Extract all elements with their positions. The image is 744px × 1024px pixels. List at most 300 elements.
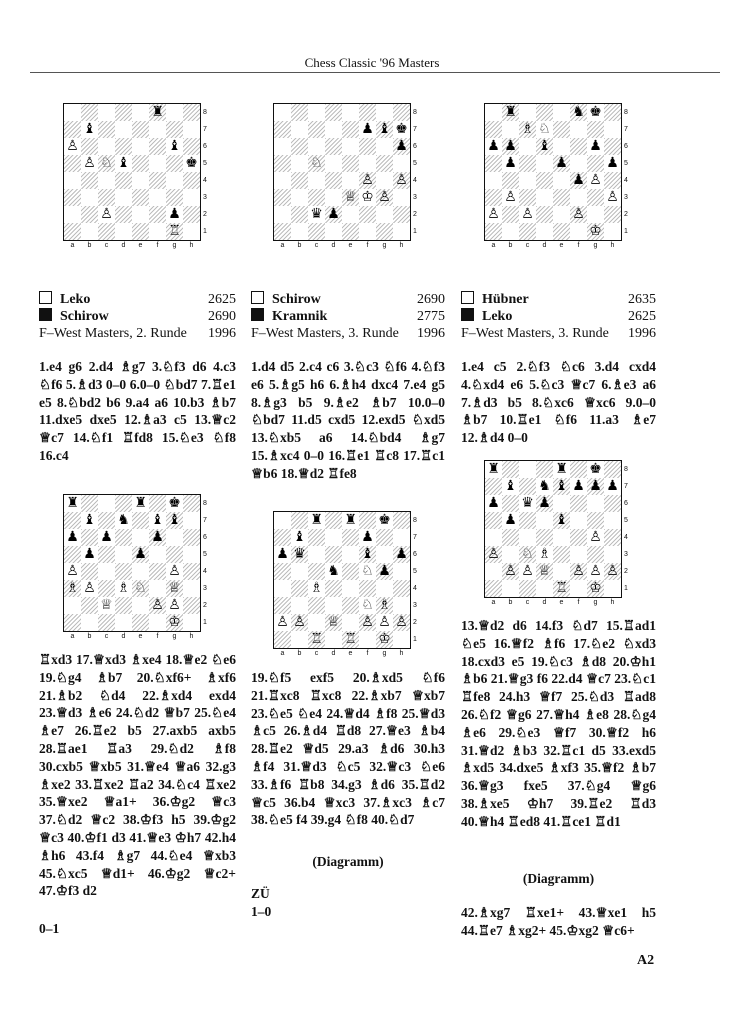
board-square bbox=[132, 138, 149, 155]
rank-label: 4 bbox=[624, 534, 628, 541]
board-square bbox=[604, 121, 621, 138]
board-square bbox=[149, 206, 166, 223]
board-square bbox=[149, 580, 166, 597]
board-square bbox=[604, 461, 621, 478]
board-square bbox=[604, 495, 621, 512]
board-square bbox=[587, 121, 604, 138]
rank-label: 3 bbox=[624, 551, 628, 558]
board-square bbox=[149, 189, 166, 206]
chess-piece-icon: ♚ bbox=[589, 104, 602, 120]
chess-piece-icon: ♙ bbox=[100, 206, 113, 222]
board-square bbox=[149, 121, 166, 138]
board-square bbox=[485, 563, 502, 580]
chess-piece-icon: ♖ bbox=[168, 223, 181, 239]
rank-label: 1 bbox=[413, 228, 417, 235]
board-square bbox=[342, 529, 359, 546]
file-label: g bbox=[172, 633, 177, 640]
board-square bbox=[485, 478, 502, 495]
chess-piece-icon: ♙ bbox=[606, 189, 619, 205]
board-square bbox=[291, 155, 308, 172]
board-square bbox=[308, 563, 325, 580]
white-marker-icon bbox=[251, 291, 264, 304]
diagram-caption: (Diagramm) bbox=[312, 854, 384, 869]
board-square bbox=[485, 172, 502, 189]
board-square bbox=[376, 223, 393, 240]
board-square bbox=[570, 461, 587, 478]
board-square bbox=[342, 614, 359, 631]
board-square bbox=[166, 104, 183, 121]
rank-label: 1 bbox=[413, 636, 417, 643]
board-square bbox=[570, 155, 587, 172]
white-elo: 2635 bbox=[628, 292, 656, 307]
chess-piece-icon: ♟ bbox=[487, 138, 500, 154]
rank-label: 4 bbox=[413, 177, 417, 184]
file-label: e bbox=[348, 650, 353, 657]
board-square bbox=[149, 495, 166, 512]
rank-label: 8 bbox=[203, 109, 207, 116]
board-square bbox=[64, 223, 81, 240]
board-square bbox=[587, 155, 604, 172]
board-square bbox=[587, 512, 604, 529]
board-square bbox=[325, 597, 342, 614]
board-square bbox=[359, 104, 376, 121]
file-label: a bbox=[70, 242, 75, 249]
board-square bbox=[519, 104, 536, 121]
board-square bbox=[81, 104, 98, 121]
board-square bbox=[553, 529, 570, 546]
board-square bbox=[570, 138, 587, 155]
event: F–West Masters, 2. Runde bbox=[39, 326, 187, 341]
board-square bbox=[98, 189, 115, 206]
chess-piece-icon: ♟ bbox=[504, 138, 517, 154]
rank-label: 2 bbox=[413, 211, 417, 218]
board-square bbox=[81, 495, 98, 512]
chess-piece-icon: ♟ bbox=[361, 529, 374, 545]
chess-piece-icon: ♗ bbox=[310, 580, 323, 596]
chess-piece-icon: ♗ bbox=[378, 597, 391, 613]
game-2-result: 1–0 bbox=[251, 904, 272, 919]
board-square bbox=[149, 172, 166, 189]
file-label: h bbox=[189, 633, 194, 640]
file-label: g bbox=[172, 242, 177, 249]
chess-piece-icon: ♟ bbox=[504, 512, 517, 528]
board-square bbox=[308, 189, 325, 206]
file-label: g bbox=[382, 650, 387, 657]
white-player: Schirow bbox=[272, 292, 321, 307]
chess-piece-icon: ♚ bbox=[395, 121, 408, 137]
board-square bbox=[149, 563, 166, 580]
board-square bbox=[132, 529, 149, 546]
file-label: f bbox=[577, 599, 580, 606]
chess-piece-icon: ♔ bbox=[378, 631, 391, 647]
board-square bbox=[132, 597, 149, 614]
game-1-moves-part-1: 1.e4 g6 2.d4 ♗g7 3.♘f3 d6 4.c3 ♘f6 5.♗d3 0–0 6.0–0 ♘bd7 7.♖e1 e5 8.♘bd2 b6 9.a4 a6 10.b3 ♗b7 11.dxe5 dxe5 12.♗a3 c5 13.♕c2 ♕c7 14.♘f1 ♖fd8 15.♘e3 ♘f8 16.c4 bbox=[39, 359, 236, 463]
chess-piece-icon: ♕ bbox=[100, 597, 113, 613]
chess-piece-icon: ♝ bbox=[555, 512, 568, 528]
board-square bbox=[274, 206, 291, 223]
board-square bbox=[98, 580, 115, 597]
board-square bbox=[308, 121, 325, 138]
board-square bbox=[132, 189, 149, 206]
board-square bbox=[342, 121, 359, 138]
chess-piece-icon: ♜ bbox=[66, 495, 79, 511]
chess-piece-icon: ♝ bbox=[117, 155, 130, 171]
file-label: a bbox=[280, 242, 285, 249]
file-label: f bbox=[156, 633, 159, 640]
chess-piece-icon: ♙ bbox=[293, 614, 306, 630]
board-square bbox=[519, 172, 536, 189]
game-2-result-note: ZÜ bbox=[251, 886, 270, 901]
board-square bbox=[166, 155, 183, 172]
chess-piece-icon: ♙ bbox=[66, 563, 79, 579]
board-square bbox=[325, 138, 342, 155]
board-square bbox=[132, 206, 149, 223]
board-square bbox=[359, 206, 376, 223]
black-elo: 2690 bbox=[208, 309, 236, 324]
board-square bbox=[519, 580, 536, 597]
board-square bbox=[274, 580, 291, 597]
chess-piece-icon: ♚ bbox=[185, 155, 198, 171]
board-square bbox=[570, 546, 587, 563]
board-square bbox=[536, 580, 553, 597]
board-square bbox=[502, 580, 519, 597]
chess-piece-icon: ♟ bbox=[572, 172, 585, 188]
chess-piece-icon: ♙ bbox=[168, 597, 181, 613]
chess-piece-icon: ♘ bbox=[134, 580, 147, 596]
board-square bbox=[291, 597, 308, 614]
rank-label: 4 bbox=[413, 585, 417, 592]
chess-piece-icon: ♝ bbox=[168, 512, 181, 528]
chess-piece-icon: ♙ bbox=[83, 155, 96, 171]
board-square bbox=[536, 206, 553, 223]
file-label: g bbox=[382, 242, 387, 249]
chess-piece-icon: ♟ bbox=[589, 478, 602, 494]
board-square bbox=[502, 172, 519, 189]
chess-piece-icon: ♟ bbox=[606, 478, 619, 494]
board-square bbox=[274, 155, 291, 172]
board-square bbox=[115, 138, 132, 155]
board-square bbox=[166, 172, 183, 189]
board-square bbox=[132, 155, 149, 172]
board-square bbox=[393, 512, 410, 529]
game-3-moves-part-1: 1.e4 c5 2.♘f3 ♘c6 3.d4 cxd4 4.♘xd4 e6 5.♘c3 ♕c7 6.♗e3 a6 7.♗d3 b5 8.♘xc6 ♕xc6 9.0–0 ♗b7 10.♖e1 ♘f6 11.a3 ♗e7 12.♗d4 0–0 bbox=[461, 359, 656, 446]
board-square bbox=[132, 104, 149, 121]
chess-piece-icon: ♘ bbox=[521, 546, 534, 562]
board-square bbox=[604, 512, 621, 529]
board-square bbox=[604, 104, 621, 121]
chess-piece-icon: ♟ bbox=[151, 529, 164, 545]
rank-label: 8 bbox=[413, 517, 417, 524]
board-square bbox=[359, 155, 376, 172]
chess-piece-icon: ♜ bbox=[504, 104, 517, 120]
file-label: e bbox=[138, 242, 143, 249]
rank-label: 3 bbox=[203, 194, 207, 201]
board-square bbox=[132, 121, 149, 138]
black-marker-icon bbox=[461, 308, 474, 321]
game-2-moves-part-2: 19.♘f5 exf5 20.♗xd5 ♘f6 21.♖xc8 ♖xc8 22.♗xb7 ♕xb7 23.♘e5 ♘e4 24.♕d4 ♗f8 25.♕d3 ♗c5 26.♗d4 ♖d8 27.♕e3 ♗b4 28.♖e2 ♕d5 29.a3 ♗d6 30.h3 ♗f4 31.♕d3 ♘c5 32.♕c3 ♘e6 33.♗f6 ♖b8 34.g3 ♗d6 35.♖d2 ♕c5 36.b4 ♕xc3 37.♗xc3 ♗c7 38.♘e5 f4 39.g4 ♘f8 40.♘d7 bbox=[251, 670, 445, 828]
chess-piece-icon: ♙ bbox=[521, 563, 534, 579]
board-square bbox=[502, 461, 519, 478]
chess-piece-icon: ♜ bbox=[344, 512, 357, 528]
rank-label: 8 bbox=[413, 109, 417, 116]
file-label: b bbox=[508, 599, 513, 606]
file-label: b bbox=[297, 242, 302, 249]
board-square bbox=[64, 512, 81, 529]
year: 1996 bbox=[208, 326, 236, 341]
chess-diagram-4 bbox=[63, 494, 201, 632]
board-square bbox=[166, 121, 183, 138]
rank-label: 1 bbox=[203, 228, 207, 235]
board-square bbox=[308, 104, 325, 121]
rank-label: 3 bbox=[624, 194, 628, 201]
board-square bbox=[81, 563, 98, 580]
board-square bbox=[342, 172, 359, 189]
board-square bbox=[536, 172, 553, 189]
board-square bbox=[274, 529, 291, 546]
rank-label: 5 bbox=[203, 160, 207, 167]
board-square bbox=[64, 155, 81, 172]
diagram-caption: (Diagramm) bbox=[522, 871, 595, 886]
black-player: Schirow bbox=[60, 309, 109, 324]
chess-piece-icon: ♕ bbox=[168, 580, 181, 596]
board-square bbox=[183, 172, 200, 189]
board-square bbox=[149, 223, 166, 240]
board-square bbox=[376, 172, 393, 189]
file-label: h bbox=[189, 242, 194, 249]
board-square bbox=[376, 104, 393, 121]
rank-label: 7 bbox=[413, 126, 417, 133]
rank-label: 3 bbox=[413, 602, 417, 609]
file-label: f bbox=[366, 242, 369, 249]
board-square bbox=[81, 206, 98, 223]
board-square bbox=[98, 512, 115, 529]
board-square bbox=[325, 155, 342, 172]
board-square bbox=[376, 138, 393, 155]
chess-piece-icon: ♘ bbox=[310, 155, 323, 171]
file-label: d bbox=[121, 633, 126, 640]
board-square bbox=[502, 223, 519, 240]
board-square bbox=[291, 104, 308, 121]
board-square bbox=[604, 206, 621, 223]
board-square bbox=[376, 155, 393, 172]
board-square bbox=[81, 529, 98, 546]
board-square bbox=[570, 529, 587, 546]
file-label: d bbox=[542, 599, 547, 606]
board-square bbox=[536, 189, 553, 206]
board-square bbox=[553, 495, 570, 512]
chess-piece-icon: ♙ bbox=[378, 614, 391, 630]
chess-piece-icon: ♙ bbox=[572, 206, 585, 222]
board-square bbox=[115, 172, 132, 189]
chess-piece-icon: ♟ bbox=[504, 155, 517, 171]
rank-label: 7 bbox=[624, 126, 628, 133]
chess-piece-icon: ♙ bbox=[83, 580, 96, 596]
board-square bbox=[64, 189, 81, 206]
board-square bbox=[502, 121, 519, 138]
rank-label: 3 bbox=[413, 194, 417, 201]
chess-piece-icon: ♙ bbox=[589, 563, 602, 579]
board-square bbox=[98, 138, 115, 155]
chess-piece-icon: ♟ bbox=[395, 546, 408, 562]
rank-label: 1 bbox=[624, 228, 628, 235]
chess-piece-icon: ♝ bbox=[293, 529, 306, 545]
rank-label: 2 bbox=[203, 211, 207, 218]
game-3-moves-part-2: 13.♕d2 d6 14.f3 ♘d7 15.♖ad1 ♘e5 16.♕f2 ♗f6 17.♘e2 ♘xd3 18.cxd3 e5 19.♘c3 ♗d8 20.♔h1 ♗b6 21.♕g3 f6 22.d4 ♕c7 23.♘c1 ♖fe8 24.h3 ♕f7 25.♘d3 ♖ad8 26.♘f2 ♕g6 27.♕h4 ♗e8 28.♘g4 ♗e6 29.♘e3 ♕f7 30.♕f2 h6 31.♕d2 ♗b3 32.♖c1 d5 33.exd5 ♗xd5 34.dxe5 ♗xf3 35.♕f2 ♗b7 36.♕g3 fxe5 37.♘g4 ♕g6 38.♗xe5 ♔h7 39.♖e2 ♖d3 40.♕h4 ♖ed8 41.♖ce1 ♖d1 bbox=[461, 618, 656, 829]
chess-piece-icon: ♖ bbox=[310, 631, 323, 647]
board-square bbox=[115, 189, 132, 206]
board-square bbox=[325, 223, 342, 240]
board-square bbox=[132, 223, 149, 240]
chess-piece-icon: ♙ bbox=[521, 206, 534, 222]
file-label: c bbox=[525, 242, 530, 249]
white-elo: 2625 bbox=[208, 292, 236, 307]
board-square bbox=[604, 172, 621, 189]
chess-piece-icon: ♟ bbox=[100, 529, 113, 545]
rank-label: 5 bbox=[413, 568, 417, 575]
board-square bbox=[553, 223, 570, 240]
board-square bbox=[132, 563, 149, 580]
chess-piece-icon: ♞ bbox=[327, 563, 340, 579]
chess-piece-icon: ♗ bbox=[117, 580, 130, 596]
board-square bbox=[359, 631, 376, 648]
game-header-1 bbox=[39, 291, 236, 342]
rank-label: 2 bbox=[413, 619, 417, 626]
rank-label: 5 bbox=[624, 160, 628, 167]
board-square bbox=[570, 121, 587, 138]
chess-piece-icon: ♞ bbox=[117, 512, 130, 528]
board-square bbox=[64, 121, 81, 138]
file-label: g bbox=[593, 599, 598, 606]
chess-piece-icon: ♘ bbox=[361, 597, 374, 613]
file-label: d bbox=[542, 242, 547, 249]
chess-piece-icon: ♙ bbox=[487, 206, 500, 222]
board-square bbox=[291, 223, 308, 240]
board-square bbox=[132, 614, 149, 631]
board-square bbox=[149, 138, 166, 155]
chess-piece-icon: ♙ bbox=[395, 614, 408, 630]
game-2-moves-part-1: 1.d4 d5 2.c4 c6 3.♘c3 ♘f6 4.♘f3 e6 5.♗g5 h6 6.♗h4 dxc4 7.e4 g5 8.♗g3 b5 9.♗e2 ♗b7 10.0–0 ♘bd7 11.d5 cxd5 12.exd5 ♘xd5 13.♘xb5 a6 14.♘bd4 ♗g7 15.♗xc4 0–0 16.♖e1 ♖c8 17.♖c1 ♕b6 18.♕d2 ♖fe8 bbox=[251, 359, 445, 481]
board-square bbox=[519, 512, 536, 529]
chess-piece-icon: ♙ bbox=[361, 614, 374, 630]
chess-piece-icon: ♔ bbox=[589, 580, 602, 596]
chess-piece-icon: ♟ bbox=[168, 206, 181, 222]
board-square bbox=[587, 189, 604, 206]
page-number: A2 bbox=[637, 953, 655, 968]
board-square bbox=[308, 597, 325, 614]
chess-piece-icon: ♚ bbox=[589, 461, 602, 477]
chess-piece-icon: ♞ bbox=[572, 104, 585, 120]
board-square bbox=[98, 495, 115, 512]
board-square bbox=[553, 172, 570, 189]
file-label: h bbox=[399, 242, 404, 249]
chess-piece-icon: ♟ bbox=[134, 546, 147, 562]
board-square bbox=[274, 104, 291, 121]
board-square bbox=[64, 597, 81, 614]
board-square bbox=[115, 206, 132, 223]
file-label: c bbox=[314, 650, 319, 657]
board-square bbox=[64, 546, 81, 563]
board-square bbox=[115, 597, 132, 614]
board-square bbox=[393, 206, 410, 223]
board-square bbox=[183, 138, 200, 155]
board-square bbox=[536, 529, 553, 546]
board-square bbox=[115, 563, 132, 580]
file-label: h bbox=[610, 599, 615, 606]
board-square bbox=[359, 580, 376, 597]
chess-piece-icon: ♗ bbox=[538, 546, 551, 562]
board-square bbox=[604, 580, 621, 597]
rank-label: 1 bbox=[624, 585, 628, 592]
board-square bbox=[393, 597, 410, 614]
file-label: c bbox=[525, 599, 530, 606]
rank-label: 6 bbox=[203, 534, 207, 541]
board-square bbox=[274, 189, 291, 206]
board-square bbox=[536, 461, 553, 478]
board-square bbox=[536, 104, 553, 121]
chess-diagram-6 bbox=[484, 460, 622, 598]
chess-piece-icon: ♜ bbox=[310, 512, 323, 528]
year: 1996 bbox=[628, 326, 656, 341]
chess-piece-icon: ♜ bbox=[487, 461, 500, 477]
chess-piece-icon: ♟ bbox=[395, 138, 408, 154]
board-square bbox=[359, 223, 376, 240]
chess-piece-icon: ♟ bbox=[66, 529, 79, 545]
rank-label: 5 bbox=[624, 517, 628, 524]
chess-piece-icon: ♚ bbox=[378, 512, 391, 528]
board-square bbox=[166, 546, 183, 563]
chess-piece-icon: ♔ bbox=[589, 223, 602, 239]
rank-label: 5 bbox=[203, 551, 207, 558]
board-square bbox=[291, 172, 308, 189]
chess-piece-icon: ♕ bbox=[327, 614, 340, 630]
board-square bbox=[536, 512, 553, 529]
file-label: c bbox=[314, 242, 319, 249]
chess-piece-icon: ♙ bbox=[504, 563, 517, 579]
board-square bbox=[570, 495, 587, 512]
board-square bbox=[376, 529, 393, 546]
board-square bbox=[359, 512, 376, 529]
file-label: h bbox=[399, 650, 404, 657]
board-square bbox=[132, 172, 149, 189]
chess-piece-icon: ♙ bbox=[589, 172, 602, 188]
board-square bbox=[325, 580, 342, 597]
board-square bbox=[115, 121, 132, 138]
chess-piece-icon: ♙ bbox=[572, 563, 585, 579]
board-square bbox=[553, 104, 570, 121]
chess-piece-icon: ♙ bbox=[361, 172, 374, 188]
file-label: e bbox=[559, 599, 564, 606]
board-square bbox=[519, 478, 536, 495]
board-square bbox=[166, 189, 183, 206]
board-square bbox=[342, 580, 359, 597]
chess-diagram-3 bbox=[484, 103, 622, 241]
board-square bbox=[587, 495, 604, 512]
board-square bbox=[393, 631, 410, 648]
board-square bbox=[308, 614, 325, 631]
chess-diagram-2 bbox=[273, 103, 411, 241]
board-square bbox=[587, 206, 604, 223]
board-square bbox=[393, 104, 410, 121]
board-square bbox=[485, 189, 502, 206]
chess-piece-icon: ♙ bbox=[276, 614, 289, 630]
chess-diagram-5 bbox=[273, 511, 411, 649]
board-square bbox=[183, 597, 200, 614]
year: 1996 bbox=[417, 326, 445, 341]
board-square bbox=[183, 189, 200, 206]
board-square bbox=[149, 155, 166, 172]
file-label: d bbox=[331, 242, 336, 249]
chess-piece-icon: ♞ bbox=[538, 478, 551, 494]
